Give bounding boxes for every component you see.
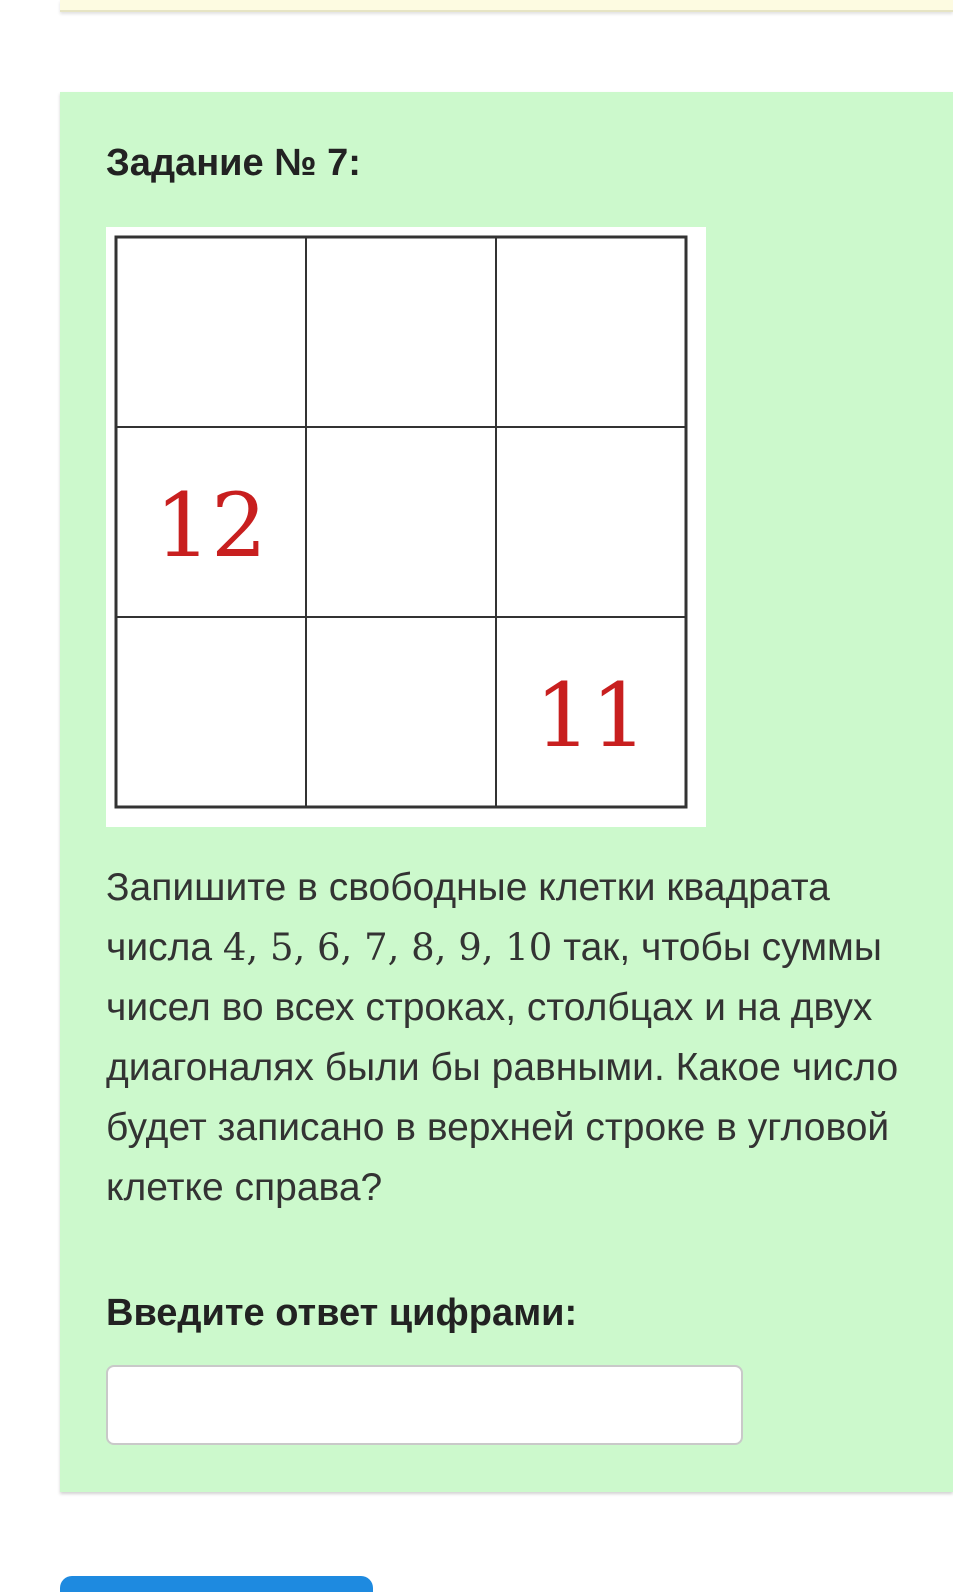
grid-cell-r3-c3 (535, 664, 647, 767)
cell-number: 12 (155, 474, 267, 577)
grid-cell-r2-c1 (155, 474, 267, 577)
cell-number: 11 (535, 664, 647, 767)
task-text-question: так, чтобы суммы чисел во всех строках, столбцах и на двух диагоналях были бы равными. Какое число будет записано в верхней строке в угловой клетке справа? (106, 926, 899, 1209)
number-list: 4, 5, 6, 7, 8, 9, 10 (222, 926, 553, 969)
task-text-intro: Запишите в свободные клетки квадрата числа (106, 866, 830, 969)
task-text (106, 858, 936, 1218)
previous-card-edge (60, 0, 953, 12)
task-title: Задание № 7: (106, 142, 361, 184)
answer-input[interactable] (106, 1365, 743, 1445)
submit-button[interactable] (60, 1576, 373, 1592)
answer-label: Введите ответ цифрами: (106, 1292, 578, 1334)
magic-square-grid (106, 227, 706, 827)
magic-square-figure (106, 227, 706, 827)
